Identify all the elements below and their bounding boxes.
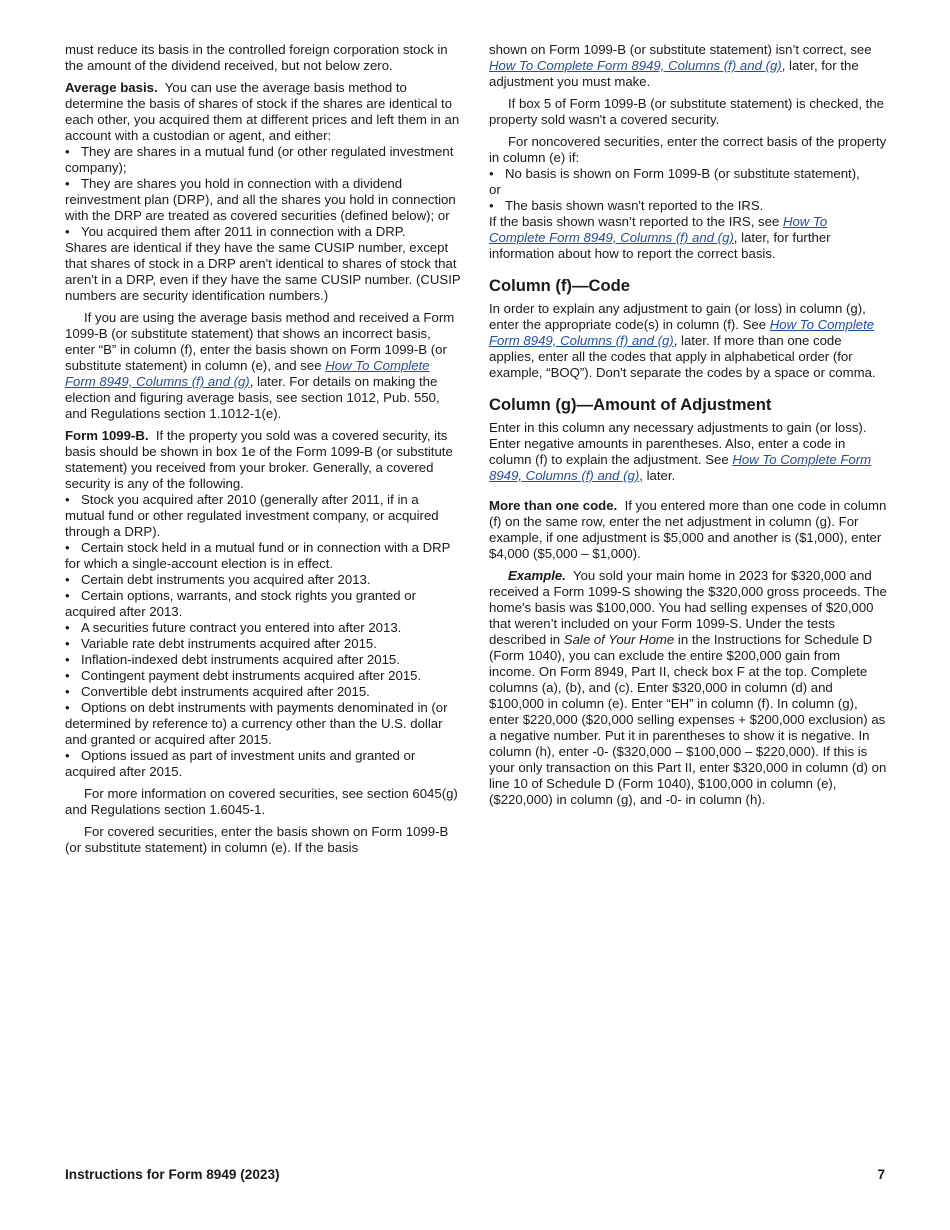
bullet-icon: • [65,572,70,587]
paragraph-column-g: Enter in this column any necessary adjustments to gain (or loss). Enter negative amounts in parentheses. Also, enter a code in column (f) to explain the adjustment. See How To Complete Form 8949, Columns (f) and (g), later. [489,420,872,483]
link-columns-f-g[interactable]: How To Complete Form 8949, Columns (f) and (g) [489,317,875,348]
paragraph-cusip: Shares are identical if they have the same CUSIP number, except that shares of stock in a DRP aren't identical to shares of stock that aren't in a DRP, even if they have the same CUSIP number. (CUSIP numbers are security identification numbers.) [65,240,461,303]
link-columns-f-g[interactable]: How To Complete Form 8949, Columns (f) and (g) [489,58,782,73]
paragraph-example: Example. You sold your main home in 2023 for $320,000 and received a Form 1099-S showing the $320,000 gross proceeds. The home's basis was $100,000. You had selling expenses of $20,000 that weren’t included on your Form 1099-S. Under the tests described in Sale of Your Home in the Instructions for Schedule D (Form 1040), you can exclude the entire $200,000 gain from income. On Form 8949, Part II, check box F at the top. Complete columns (a), (b), and (c). Enter $320,000 in column (d) and $100,000 in column (e). Enter “EH” in column (f). In column (g), enter $220,000 ($20,000 selling expenses + $200,000 exclusion) as a negative number. Put it in parentheses to show it is negative. In column (h), enter -0- ($320,000 – $100,000 – $220,000). If this is your only transaction on this Part II, enter $320,000 in column (d) on line 10 of Schedule D (Form 1040), $100,000 in column (e), ($220,000) in column (g), and -0- in column (h). [489,568,887,807]
bullet-icon: • [65,620,70,635]
bullet-icon: • [65,684,70,699]
paragraph-more-than-one-code: More than one code. If you entered more than one code in column (f) on the same row, enter the net adjustment in column (g). For example, if one adjustment is $5,000 and another is ($1,000), enter $4,000 ($5,000 – $1,000). [489,498,887,561]
right-column [489,42,887,808]
list-item: • Inflation-indexed debt instruments acquired after 2015. [65,652,400,667]
link-columns-f-g[interactable]: How To Complete Form 8949, Columns (f) and (g) [489,214,828,245]
or-text: or [489,182,501,197]
bullet-icon: • [65,492,70,507]
list-item: • You acquired them after 2011 in connection with a DRP. [65,224,406,239]
list-item: • Certain options, warrants, and stock rights you granted or acquired after 2013. [65,588,416,619]
list-item: • They are shares you hold in connection with a dividend reinvestment plan (DRP), and all the shares you hold in connection with the DRP are treated as covered securities (defined below); or [65,176,456,223]
average-basis-heading: Average basis. [65,80,158,95]
bullet-icon: • [65,668,70,683]
list-item: • The basis shown wasn't reported to the IRS. [489,198,764,213]
bullet-icon: • [65,144,70,159]
bullet-icon: • [65,636,70,651]
bullet-icon: • [65,540,70,555]
paragraph-basis-incorrect: shown on Form 1099-B (or substitute statement) isn’t correct, see How To Complete Form 8949, Columns (f) and (g), later, for the adjustment you must make. [489,42,872,89]
paragraph-cfc-basis: must reduce its basis in the controlled foreign corporation stock in the amount of the dividend received, but not below zero. [65,42,448,73]
list-item: • A securities future contract you entered into after 2013. [65,620,402,635]
average-basis-text: You can use the average basis method to determine the basis of shares of stock if the shares are identical to each other, you acquired them at different prices and left them in an account with a custodian or agent, and either: [65,80,460,143]
list-item: • No basis is shown on Form 1099-B (or substitute statement), [489,166,860,181]
list-item: • They are shares in a mutual fund (or other regulated investment company); [65,144,454,175]
bullet-icon: • [489,166,494,181]
bullet-icon: • [65,224,70,239]
list-item: • Certain stock held in a mutual fund or in connection with a DRP for which a single-account election is in effect. [65,540,451,571]
list-item: • Options on debt instruments with payments denominated in (or determined by reference to) a currency other than the U.S. dollar and granted or acquired after 2015. [65,700,448,747]
left-column [65,42,461,856]
paragraph-if-basis: If the basis shown wasn’t reported to the IRS, see How To Complete Form 8949, Columns (f) and (g), later, for further information about how to report the correct basis. [489,214,831,261]
paragraph-more-info: For more information on covered securities, see section 6045(g) and Regulations section 1.6045-1. [65,786,458,817]
paragraph-form-1099b: Form 1099-B. If the property you sold was a covered security, its basis should be shown in box 1e of the Form 1099-B (or substitute statement) you received from your broker. Generally, a covered security is any of the following. [65,428,453,491]
list-item: • Variable rate debt instruments acquired after 2015. [65,636,377,651]
page-number: 7 [877,1167,885,1182]
bullet-icon: • [65,588,70,603]
link-columns-f-g[interactable]: How To Complete Form 8949, Columns (f) and (g) [489,452,872,483]
bullet-icon: • [65,652,70,667]
heading-column-g: Column (g)—Amount of Adjustment [489,395,772,414]
list-item: • Options issued as part of investment units and granted or acquired after 2015. [65,748,416,779]
paragraph-column-f: In order to explain any adjustment to gain (or loss) in column (g), enter the appropriate code(s) in column (f). See How To Complete Form 8949, Columns (f) and (g), later. If more than one code applies, enter all the codes that apply in alphabetical order (for example, “BOQ”). Don't separate the codes by a space or comma. [489,301,876,380]
bullet-icon: • [65,700,70,715]
bullet-icon: • [65,748,70,763]
paragraph-average-method: If you are using the average basis method and received a Form 1099-B (or substitute statement) that shows an incorrect basis, enter “B” in column (f), enter the basis shown on Form 1099-B (or substitute statement) in column (e), and see How To Complete Form 8949, Columns (f) and (g), later. For details on making the election and figuring average basis, see section 1012, Pub. 550, and Regulations section 1.1012-1(e). [65,310,455,421]
heading-column-f: Column (f)—Code [489,276,631,295]
list-item: • Contingent payment debt instruments acquired after 2015. [65,668,422,683]
example-heading: Example. [508,568,566,583]
link-columns-f-g[interactable]: How To Complete Form 8949, Columns (f) and (g) [65,358,430,389]
more-than-one-code-heading: More than one code. [489,498,618,513]
list-item: • Convertible debt instruments acquired after 2015. [65,684,370,699]
list-item: • Certain debt instruments you acquired after 2013. [65,572,371,587]
list-item: • Stock you acquired after 2010 (generally after 2011, if in a mutual fund or other regulated investment company, or acquired through a DRP). [65,492,439,539]
form-1099b-heading: Form 1099-B. [65,428,149,443]
paragraph-box5: If box 5 of Form 1099-B (or substitute statement) is checked, the property sold wasn't a covered security. [489,96,885,127]
paragraph-covered-securities: For covered securities, enter the basis shown on Form 1099-B (or substitute statement) in column (e). If the basis [65,824,449,855]
bullet-icon: • [489,198,494,213]
footer-title: Instructions for Form 8949 (2023) [65,1167,280,1182]
paragraph-average-basis [65,80,461,144]
paragraph-noncovered: For noncovered securities, enter the correct basis of the property in column (e) if: [489,134,887,165]
page-footer [65,1167,885,1183]
bullet-icon: • [65,176,70,191]
